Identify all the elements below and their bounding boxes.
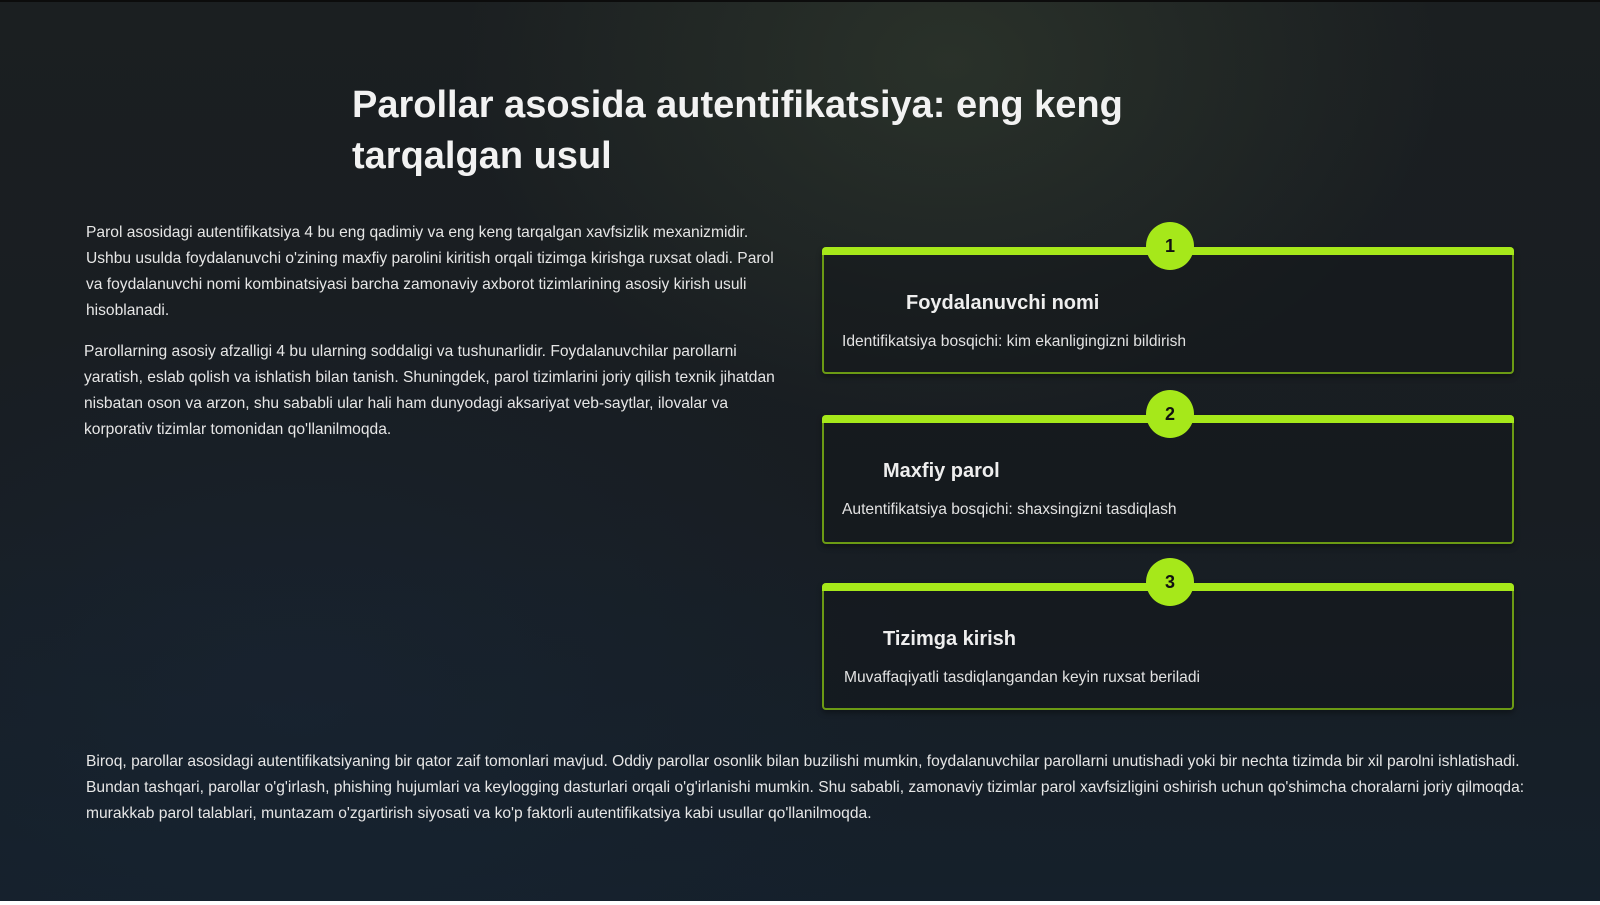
- step-title: Tizimga kirish: [883, 628, 1017, 650]
- step-card-2: [822, 404, 1514, 544]
- step-card-3: [822, 572, 1514, 710]
- step-card-1: [822, 236, 1514, 374]
- slide-title: Parollar asosida autentifikatsiya: eng keng tarqalgan usul: [352, 84, 1123, 177]
- step-title: Foydalanuvchi nomi: [906, 292, 1100, 314]
- step-title: Maxfiy parol: [883, 460, 1000, 482]
- step-description: Identifikatsiya bosqichi: kim ekanligingizni bildirish: [842, 333, 1187, 350]
- step-number-badge: 1: [1146, 222, 1194, 270]
- footer-paragraph: Biroq, parollar asosidagi autentifikatsiyaning bir qator zaif tomonlari mavjud. Oddiy parollar osonlik bilan buzilishi mumkin, foydalanuvchilar parollarni unutishadi yoki bir nechta tizimda bir xil parolni ishlatishadi. Bundan tashqari, parollar o'g'irlash, phishing hujumlari va keylogging dasturlari orqali o'g'irlanishi mumkin. Shu sababli, zamonaviy tizimlar parol xavfsizligini oshirish uchun qo'shimcha choralarni joriy qilmoqda: murakkab parol talablari, muntazam o'zgartirish siyosati va ko'p faktorli autentifikatsiya kabi usullar qo'llanilmoqda.: [86, 753, 1525, 822]
- intro-paragraph-2: Parollarning asosiy afzalligi 4 bu ularning soddaligi va tushunarlidir. Foydalanuvchilar parollarni yaratish, eslab qolish va ishlatish bilan tanish. Shuningdek, parol tizimlarini joriy qilish texnik jihatdan nisbatan oson va arzon, shu sababli ular hali ham dunyodagi aksariyat veb-saytlar, ilovalar va korporativ tizimlar tomonidan qo'llanilmoqda.: [84, 343, 775, 438]
- intro-paragraph-1: Parol asosidagi autentifikatsiya 4 bu eng qadimiy va eng keng tarqalgan xavfsizlik mexanizmidir. Ushbu usulda foydalanuvchi o'zining maxfiy parolini kiritish orqali tizimga kirishga ruxsat oladi. Parol va foydalanuvchi nomi kombinatsiyasi barcha zamonaviy axborot tizimlarining asosiy kirish usuli hisoblanadi.: [86, 224, 774, 319]
- step-description: Autentifikatsiya bosqichi: shaxsingizni tasdiqlash: [842, 501, 1177, 518]
- step-description: Muvaffaqiyatli tasdiqlangandan keyin ruxsat beriladi: [844, 669, 1200, 686]
- step-number-badge: 3: [1146, 558, 1194, 606]
- step-number-badge: 2: [1146, 390, 1194, 438]
